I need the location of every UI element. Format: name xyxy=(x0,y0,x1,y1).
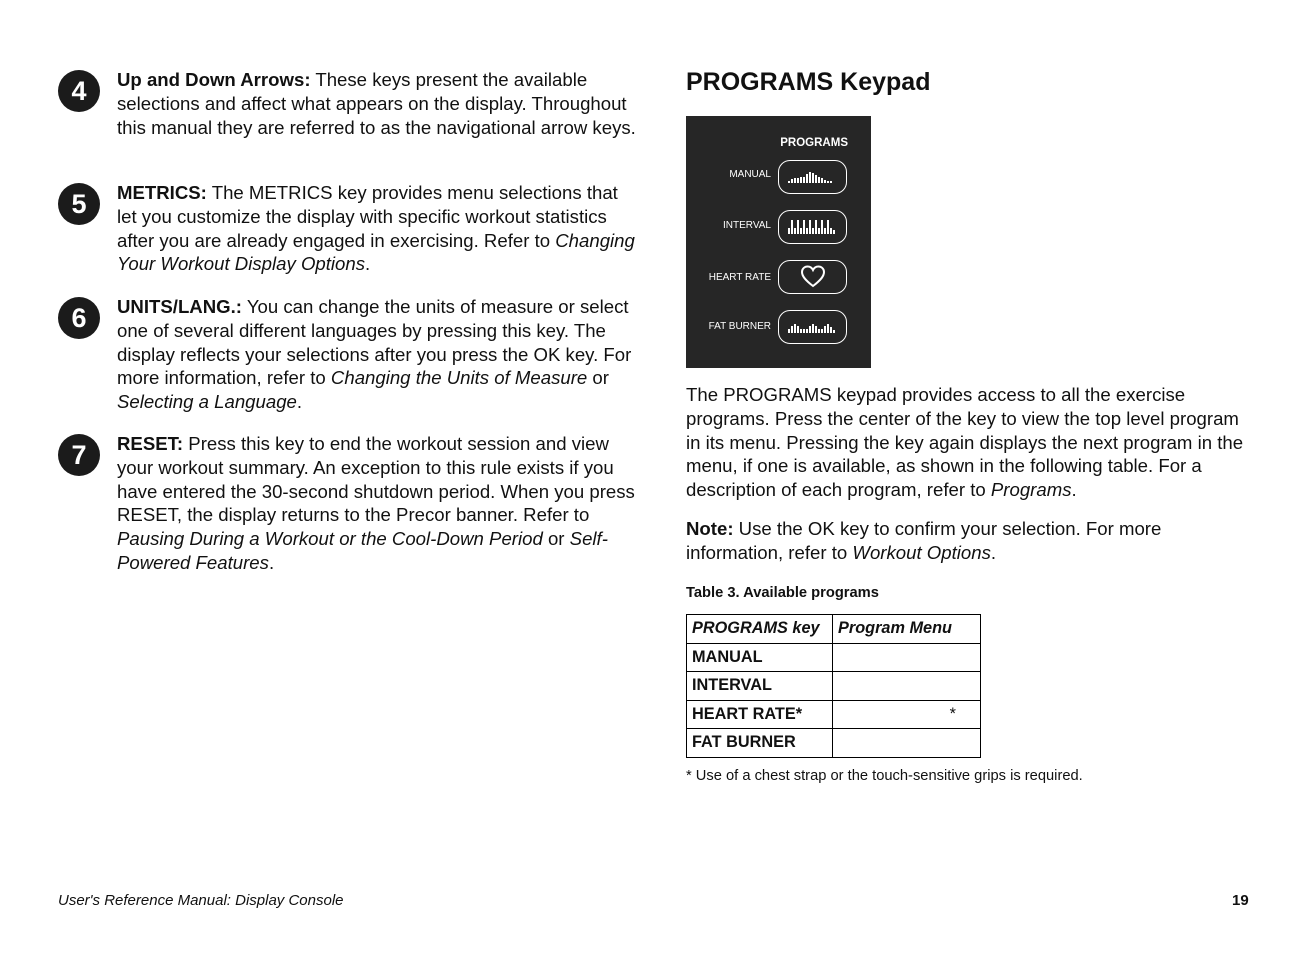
table-cell: * xyxy=(833,700,981,729)
keypad-label-heart-rate: HEART RATE xyxy=(708,272,771,283)
note-label: Note: xyxy=(686,518,734,539)
item-title: Up and Down Arrows: xyxy=(117,69,311,90)
step-number-badge: 7 xyxy=(58,434,100,476)
item-description xyxy=(117,181,637,276)
step-number-badge: 4 xyxy=(58,70,100,112)
item-body-end: . xyxy=(296,391,303,413)
interval-profile-icon xyxy=(787,218,839,236)
cross-reference: Workout Options xyxy=(852,541,991,563)
note-paragraph xyxy=(686,517,1256,565)
step-number-badge: 6 xyxy=(58,297,100,339)
keypad-label-fat-burner: FAT BURNER xyxy=(708,321,771,332)
programs-keypad-illustration xyxy=(686,116,871,368)
table-row xyxy=(687,729,981,758)
table-cell: INTERVAL xyxy=(687,672,833,701)
paragraph-end: . xyxy=(1071,479,1077,501)
table-cell: FAT BURNER xyxy=(687,729,833,758)
item-title: METRICS: xyxy=(117,182,207,203)
table-header-cell: Program Menu xyxy=(833,615,981,644)
table-row xyxy=(687,672,981,701)
item-body-mid: or xyxy=(587,367,609,389)
table-cell xyxy=(833,643,981,672)
item-body: The METRICS key provides menu selections that let you customize the display with specific workout statistics after you are already engaged in exercising. Refer to xyxy=(117,182,618,251)
interval-key xyxy=(778,210,847,244)
item-body-end: . xyxy=(268,551,275,573)
item-body: You can change the units of measure or select one of several different languages by pressing this key. The display reflects your selections after you press the OK key. For more information, refer to xyxy=(117,296,632,389)
cross-reference: Pausing During a Workout or the Cool-Down Period xyxy=(117,528,543,550)
item-description xyxy=(117,68,637,139)
table-row xyxy=(687,643,981,672)
table-header-cell: PROGRAMS key xyxy=(687,615,833,644)
cross-reference: Selecting a Language xyxy=(117,391,297,413)
heart-rate-key xyxy=(778,260,847,294)
note-text: Use the OK key to confirm your selection. For more information, refer to xyxy=(686,518,1162,563)
item-description xyxy=(117,432,637,575)
keypad-title: PROGRAMS xyxy=(780,137,848,149)
item-title: RESET: xyxy=(117,433,184,454)
table-header-row xyxy=(687,615,981,644)
heart-icon xyxy=(800,265,826,289)
item-title: UNITS/LANG.: xyxy=(117,296,242,317)
step-number-badge: 5 xyxy=(58,183,100,225)
manual-key xyxy=(778,160,847,194)
item-description xyxy=(117,295,637,414)
keypad-label-interval: INTERVAL xyxy=(723,220,771,231)
item-body: Press this key to end the workout session and view your workout summary. An exception to this rule exists if you have entered the 30-second shutdown period. When you press RESET, the display returns to the Precor banner. Refer to xyxy=(117,433,635,526)
table-cell xyxy=(833,672,981,701)
table-cell: HEART RATE* xyxy=(687,700,833,729)
manual-profile-icon xyxy=(787,170,839,184)
fat-burner-profile-icon xyxy=(787,320,839,334)
footer-manual-title: User's Reference Manual: Display Console xyxy=(58,892,344,909)
table-footnote: * Use of a chest strap or the touch-sensitive grips is required. xyxy=(686,768,1083,784)
table-caption: Table 3. Available programs xyxy=(686,585,879,601)
keypad-description-paragraph xyxy=(686,383,1256,502)
fat-burner-key xyxy=(778,310,847,344)
cross-reference: Changing the Units of Measure xyxy=(330,367,588,389)
cross-reference: Self-Powered Features xyxy=(117,528,608,573)
available-programs-table xyxy=(686,614,981,758)
note-end: . xyxy=(990,541,997,563)
item-body-mid: or xyxy=(542,528,570,550)
section-heading: PROGRAMS Keypad xyxy=(686,68,931,96)
keypad-label-manual: MANUAL xyxy=(729,169,771,180)
page-number: 19 xyxy=(1232,892,1249,909)
cross-reference: Changing Your Workout Display Options xyxy=(117,229,635,275)
paragraph-text: The PROGRAMS keypad provides access to all the exercise programs. Press the center of the key to view the top level program in its menu. Pressing the key again displays the next program in the menu, if one is available, as shown in the following table. For a description of each program, refer to xyxy=(686,384,1244,501)
table-cell: MANUAL xyxy=(687,643,833,672)
table-row xyxy=(687,700,981,729)
item-body: These keys present the available selections and affect what appears on the display. Throughout this manual they are referred to as the navigational arrow keys. xyxy=(117,69,636,138)
cross-reference: Programs xyxy=(990,479,1072,501)
item-body-end: . xyxy=(365,253,371,275)
table-cell xyxy=(833,729,981,758)
